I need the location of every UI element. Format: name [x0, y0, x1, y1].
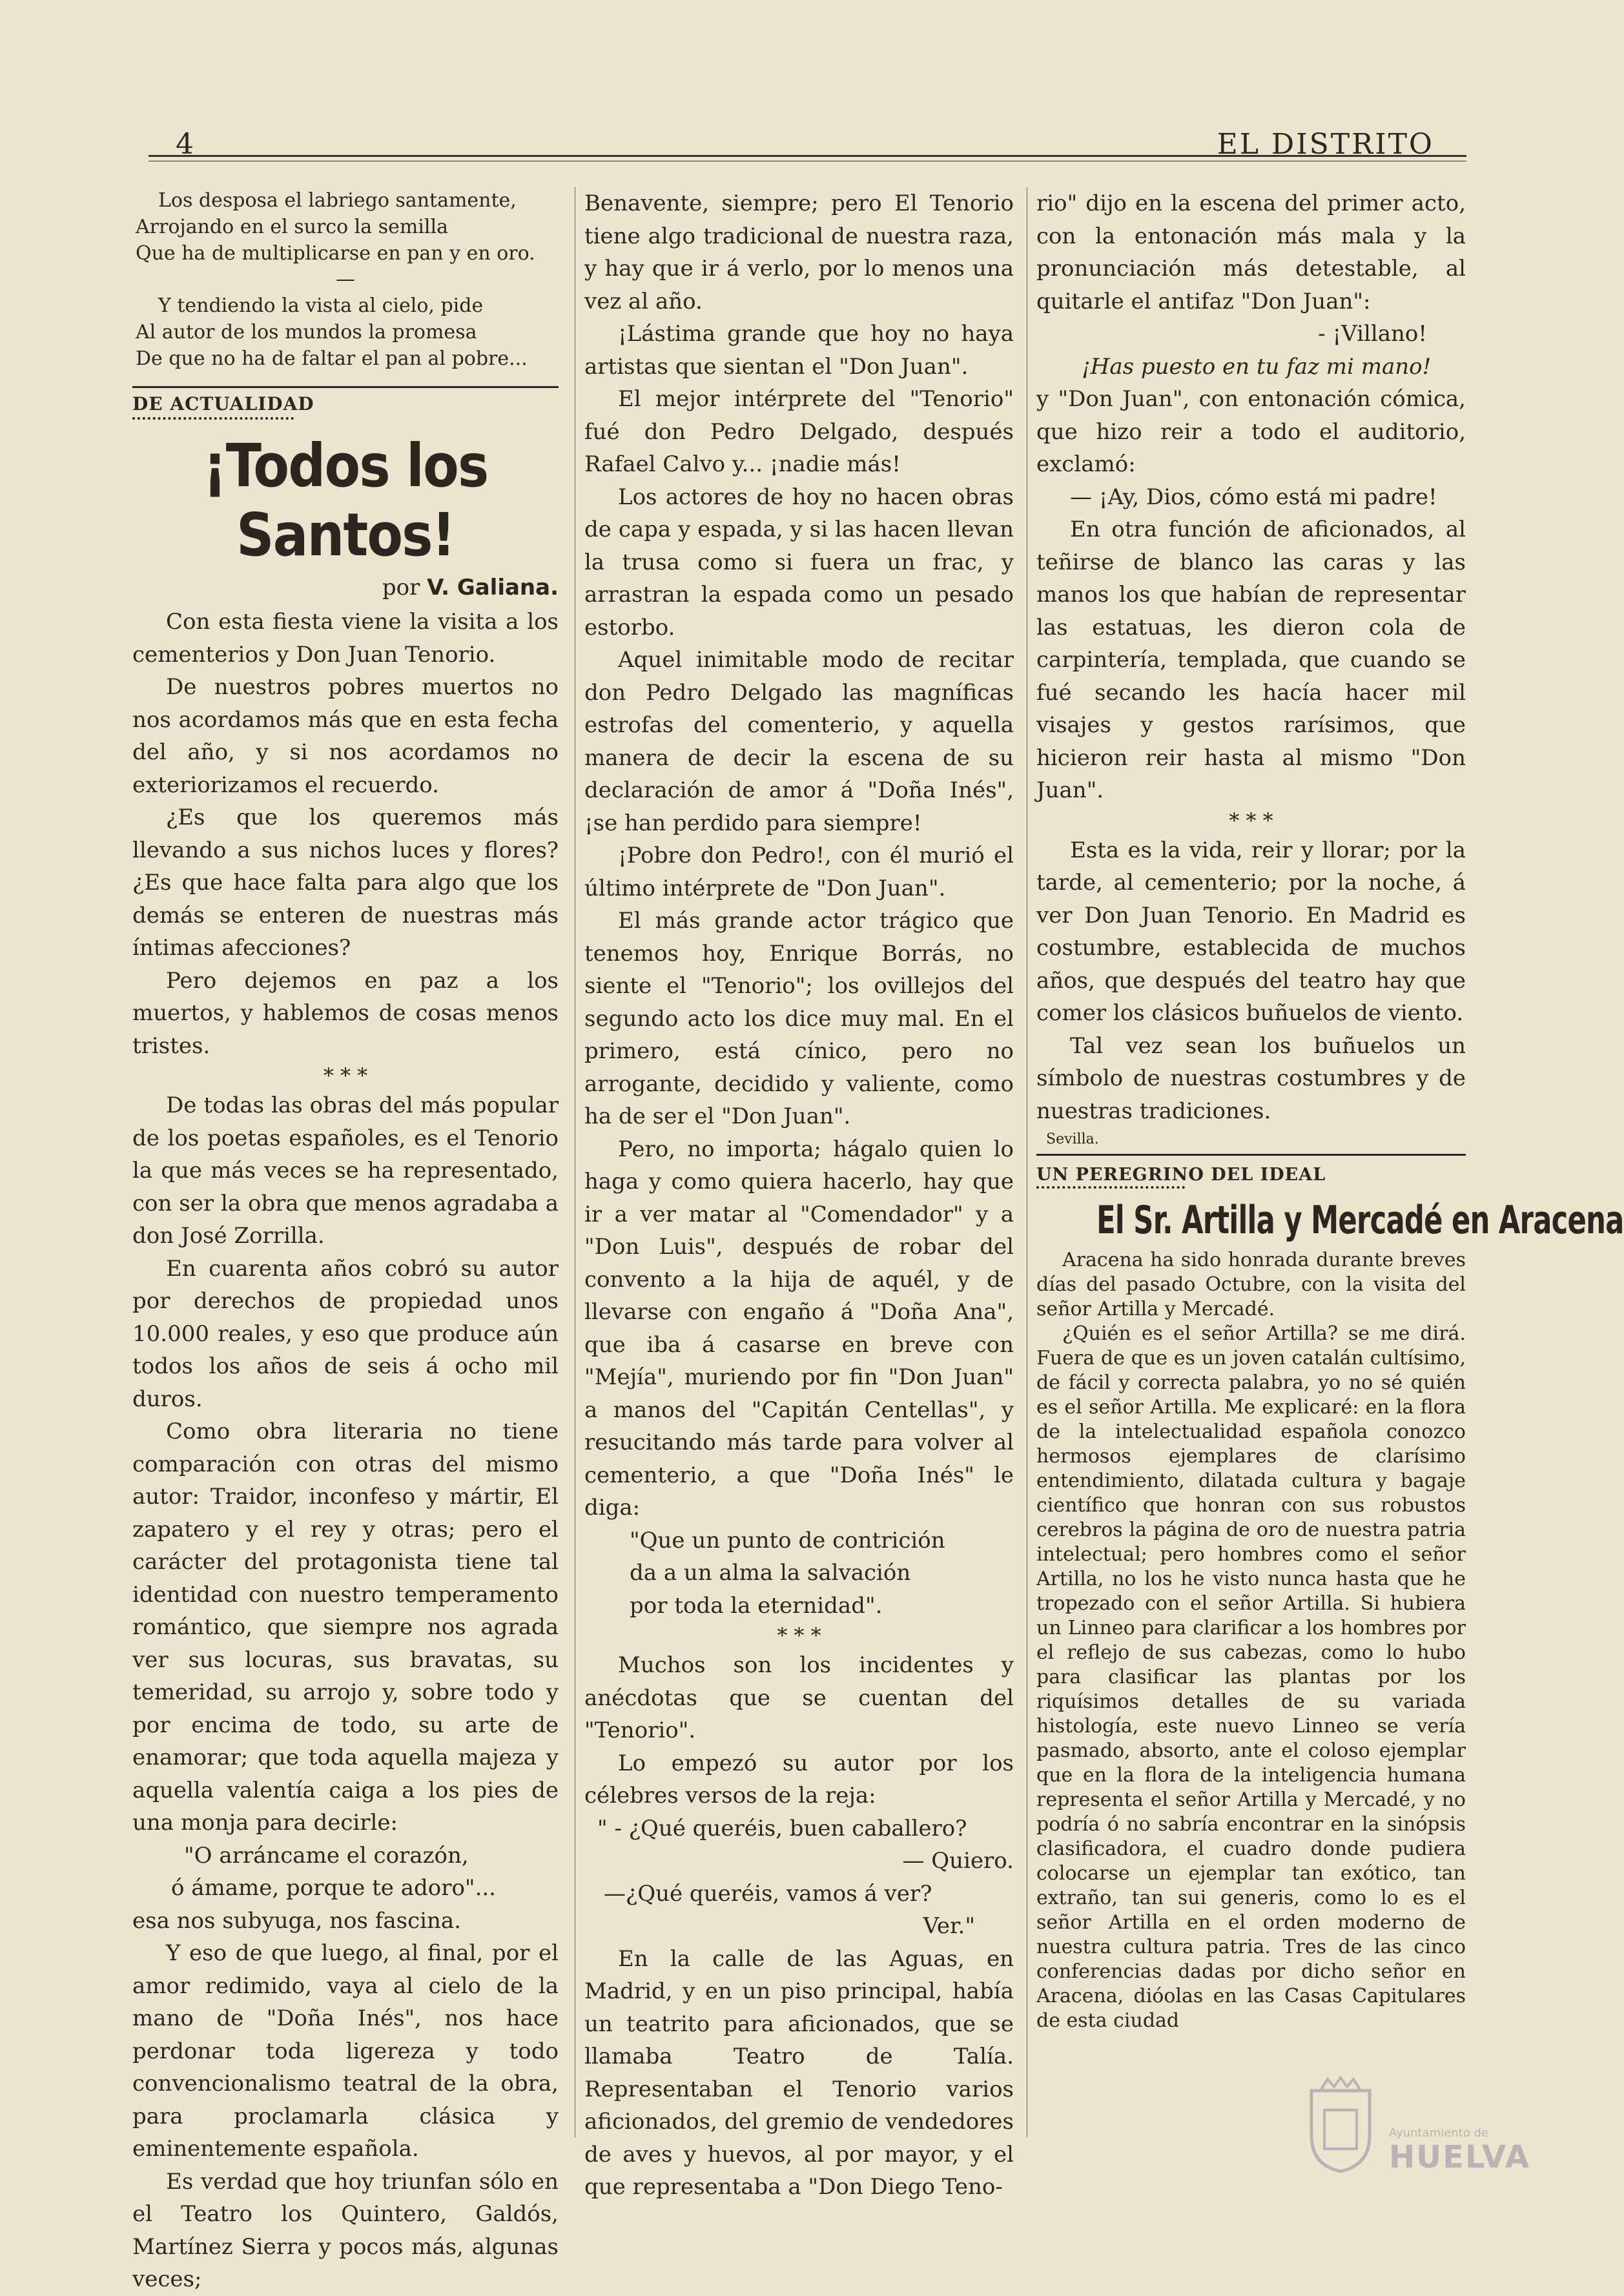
paragraph: Los actores de hoy no hacen obras de capa y espada, y si las hacen llevan la trusa como si fuera un frac, y arrastran la espada como un pesado estorbo. — [584, 484, 1014, 641]
poem — [132, 187, 559, 372]
poem-line: Arrojando en el surco la semilla — [136, 216, 448, 238]
section-label — [132, 386, 559, 420]
masthead: EL DISTRITO — [1217, 128, 1434, 161]
paragraph: rio" dijo en la escena del primer acto, con la entonación más mala y la pronunciación más detestable, al quitarle el antifaz "Don Juan": — [1036, 190, 1466, 314]
signature: Sevilla. — [1046, 1131, 1099, 1147]
article-title: El Sr. Artilla y Mercadé en Aracena — [1096, 1198, 1624, 1243]
quote-line: ó ámame, porque te adoro"... — [171, 1875, 496, 1901]
dotted-rule — [1036, 1186, 1185, 1189]
column-2 — [584, 187, 1014, 2200]
poem-line: Los desposa el labriego santamente, — [158, 189, 517, 212]
poem-line: Al autor de los mundos la promesa — [136, 321, 477, 343]
verse-line: — Quiero. — [902, 1848, 1014, 1874]
section-rule — [1036, 1154, 1466, 1156]
poem-line: De que no ha de faltar el pan al pobre... — [136, 347, 528, 370]
verse-line: ¡Has puesto en tu faz mi mano! — [1082, 353, 1432, 380]
poem-separator: — — [336, 268, 355, 291]
paragraph: Aquel inimitable modo de recitar don Pedro Delgado las magníficas estrofas del comenterio, y aquella manera de decir la escena de su declaración de amor á "Doña Inés", ¡se han perdido para siempre! — [584, 647, 1014, 836]
column-3 — [1036, 187, 1624, 2137]
quote-line: da a un alma la salvación — [630, 1560, 911, 1586]
paragraph: Esta es la vida, reir y llorar; por la tarde, al cementerio; por la noche, á ver Don Juan Tenorio. En Madrid es costumbre, establecida de muchos años, que después del teatro hay que comer los clásicos buñuelos de viento. — [1036, 837, 1466, 1026]
section-stars: * * * — [323, 1063, 368, 1088]
paragraph: ¡Lástima grande que hoy no haya artistas que sientan el "Don Juan". — [584, 321, 1014, 380]
byline-prefix: por — [382, 575, 427, 600]
paragraph: y "Don Juan", con entonación cómica, que hizo reir a todo el auditorio, exclamó: — [1036, 386, 1466, 477]
verse-line: " - ¿Qué queréis, buen caballero? — [597, 1815, 967, 1841]
paragraph: De nuestros pobres muertos no nos acordamos más que en esta fecha del año, y si nos acordamos no exteriorizamos el recuerdo. — [132, 674, 559, 798]
paragraph: ¿Quién es el señor Artilla? se me dirá. Fuera de que es un joven catalán cultísimo, de fácil y correcta palabra, yo no sé quién es el señor Artilla. Me explicaré: en la flora de la intelectualidad española conozco hermosos ejemplares de clarísimo entendimiento, dilatada cultura y bagaje científico que honran con sus robustos cerebros la página de oro de nuestra patria intelectual; pero hombres como el señor Artilla, no los he visto nunca hasta que he tropezado con el señor Artilla. Si hubiera un Linneo para clarificar a los hombres por el reflejo de sus cabezas, como lo hubo para clasificar las plantas por los riquísimos detalles de su variada histología, este nuevo Linneo se vería pasmado, absorto, ante el coloso ejemplar que en la flora de la inteligencia humana representa el señor Artilla y Mercadé, y no podría ó no sabría encontrar en la sinópsis clasificadora, el cuadro donde pudiera colocarse un ejemplar tan exótico, tan extraño, tan sui generis, como lo es el señor Artilla en el orden moderno de nuestra cultura patria. Tres de las cinco conferencias dadas por dicho señor en Aracena, dióolas en las Casas Capitulares de esta ciudad — [1036, 1322, 1466, 2032]
paragraph: En otra función de aficionados, al teñirse de blanco las caras y las manos los que habían de representar las estatuas, les dieron cola de carpintería, templada, que cuando se fué secando les hacía hacer mil visajes y gestos rarísimos, que hicieron reir hasta al mismo "Don Juan". — [1036, 517, 1466, 803]
paragraph: Y eso de que luego, al final, por el amor redimido, vaya al cielo de la mano de "Doña Inés", nos hace perdonar toda ligereza y todo convencionalismo teatral de la obra, para proclamarla clásica y eminentemente española. — [132, 1940, 559, 2162]
paragraph: Lo empezó su autor por los célebres versos de la reja: — [584, 1750, 1014, 1809]
quote-line: por toda la eternidad". — [630, 1592, 883, 1619]
paragraph: Es verdad que hoy triunfan sólo en el Teatro los Quintero, Galdós, Martínez Sierra y pocos más, algunas veces; — [132, 2168, 559, 2292]
watermark — [1299, 2075, 1530, 2178]
section-stars: * * * — [777, 1623, 821, 1648]
column-1 — [132, 187, 559, 2292]
paragraph: esa nos subyuga, nos fascina. — [132, 1907, 461, 1934]
coat-of-arms-icon — [1305, 2078, 1376, 2175]
paragraph: Tal vez sean los buñuelos un símbolo de nuestras costumbres y de nuestras tradiciones. — [1036, 1032, 1466, 1124]
paragraph: Pero dejemos en paz a los muertos, y hablemos de cosas menos tristes. — [132, 967, 559, 1059]
poem-line: Que ha de multiplicarse en pan y en oro. — [136, 242, 535, 265]
paragraph: Pero, no importa; hágalo quien lo haga y como quiera hacerlo, hay que ir a ver matar al "Comendador" y a "Don Luis", después de robar del convento a la hija de aquél, y de llevarse con engaño á "Doña Ana", que iba á casarse en breve con "Mejía", muriendo por fin "Don Juan" a manos del "Capitán Centellas", y resucitando más tarde para volver al cementerio, a que "Doña Inés" le diga: — [584, 1136, 1014, 1521]
dotted-rule — [132, 417, 294, 420]
verse-line: Ver." — [923, 1913, 975, 1939]
quote-line: "O arráncame el corazón, — [184, 1842, 469, 1869]
poem-line: Y tendiendo la vista al cielo, pide — [158, 294, 484, 317]
byline — [132, 575, 559, 600]
paragraph: Muchos son los incidentes y anécdotas que se cuentan del "Tenorio". — [584, 1652, 1014, 1743]
paragraph: ¡Pobre don Pedro!, con él murió el último intérprete de "Don Juan". — [584, 843, 1014, 901]
paragraph: Benavente, siempre; pero El Tenorio tiene algo tradicional de nuestra raza, y hay que ir á verlo, por lo menos una vez al año. — [584, 190, 1014, 314]
watermark-line1: Ayuntamiento de — [1389, 2126, 1488, 2140]
watermark-line2: HUELVA — [1389, 2139, 1530, 2175]
section-stars: * * * — [1229, 808, 1273, 833]
paragraph: Con esta fiesta viene la visita a los cementerios y Don Juan Tenorio. — [132, 609, 559, 668]
paragraph: Como obra literaria no tiene comparación con otras del mismo autor: Traidor, inconfeso y mártir, El zapatero y el rey y otras; pero el carácter del protagonista tiene tal identidad con nuestro temperamento romántico, que siempre nos agrada ver sus locuras, sus bravatas, su temeridad, su arrojo y, sobre todo y por encima de todo, su arte de enamorar; que toda aquella majeza y aquella valentía caiga a los pies de una monja para decirle: — [132, 1419, 559, 1836]
verse-line: - ¡Villano! — [1318, 321, 1427, 347]
verse-line: —¿Qué queréis, vamos á ver? — [604, 1880, 932, 1907]
article-title: ¡Todos los Santos! — [203, 431, 488, 569]
byline-author: V. Galiana. — [427, 575, 559, 600]
paragraph: Aracena ha sido honrada durante breves días del pasado Octubre, con la visita del señor Artilla y Mercadé. — [1036, 1249, 1466, 1320]
paragraph: ¿Es que los queremos más llevando a sus nichos luces y flores? ¿Es que hace falta para algo que los demás se enteren de nuestras más íntimas afecciones? — [132, 805, 559, 961]
paragraph: El más grande actor trágico que tenemos hoy, Enrique Borrás, no siente el "Tenorio"; los ovillejos del segundo acto los dice muy mal. En el primero, está cínico, pero no arrogante, decidido y valiente, como ha de ser el "Don Juan". — [584, 908, 1014, 1129]
paragraph: De todas las obras del más popular de los poetas españoles, es el Tenorio la que más veces se ha representado, con ser la obra que menos agradaba a don José Zorrilla. — [132, 1092, 559, 1249]
paragraph: En cuarenta años cobró su autor por derechos de propiedad unos 10.000 reales, y eso que produce aún todos los años de seis á ocho mil duros. — [132, 1255, 559, 1412]
section-label: UN PEREGRINO DEL IDEAL — [1036, 1165, 1326, 1185]
section-label-text: DE ACTUALIDAD — [132, 393, 314, 415]
page-number: 4 — [176, 128, 194, 161]
paragraph: En la calle de las Aguas, en Madrid, y en un piso principal, había un teatrito para aficionados, que se llamaba Teatro de Talía. Representaban el Tenorio varios aficionados, del gremio de vendedores de aves y huevos, al por mayor, y el que representaba a "Don Diego Teno- — [584, 1945, 1014, 2200]
header-rule — [149, 155, 1466, 161]
paragraph: — ¡Ay, Dios, cómo está mi padre! — [1070, 484, 1437, 510]
quote-line: "Que un punto de contrición — [630, 1527, 945, 1553]
paragraph: El mejor intérprete del "Tenorio" fué don Pedro Delgado, después Rafael Calvo y... ¡nadie más! — [584, 386, 1014, 477]
